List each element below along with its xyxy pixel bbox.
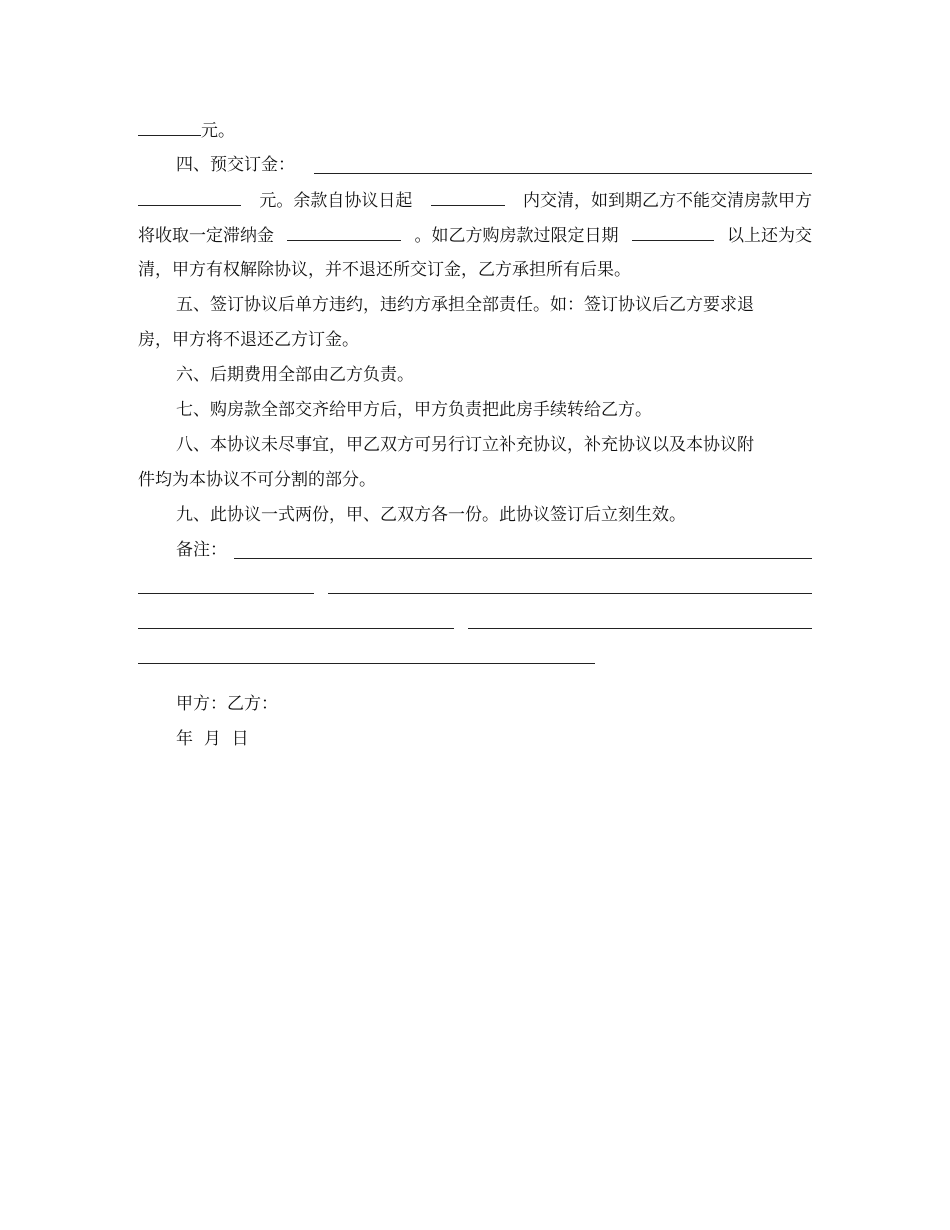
clause-8-text-1: 八、本协议未尽事宜，甲乙双方可另行订立补充协议，补充协议以及本协议附 [176,435,754,455]
remarks-blank-row-1 [138,568,812,603]
clause-8-line-2 [138,463,812,498]
remarks-blank-1[interactable] [234,558,812,559]
termination-text: 清，甲方有权解除协议，并不退还所交订金，乙方承担所有后果。 [138,260,631,280]
year-label: 年 [176,729,193,749]
remarks-blank-row-2 [138,603,812,638]
termination-line [138,253,812,288]
clause-6-text: 六、后期费用全部由乙方负责。 [176,365,414,385]
day-label: 日 [231,729,249,749]
agreement-body [138,113,812,757]
clause-7-line [138,393,812,428]
clause-5-line-1 [138,288,812,323]
deposit-amount-blank[interactable] [138,183,241,206]
payment-period-blank[interactable] [431,183,505,206]
date-line [138,722,812,757]
late-fee-text-2: 。如乙方购房款过限定日期 [414,226,619,246]
remarks-blank-5[interactable] [468,628,812,629]
party-a-label: 甲方： [176,694,227,714]
remarks-blank-4[interactable] [138,628,454,629]
deposit-terms-line [138,183,812,218]
late-fee-blank[interactable] [287,218,401,241]
spacer [138,673,812,687]
deadline-blank[interactable] [632,218,714,241]
remarks-blank-6[interactable] [138,663,595,664]
clause-8-line-1 [138,428,812,463]
clause-6-line [138,358,812,393]
remarks-label: 备注： [176,540,227,560]
deposit-terms-text-1: 元。余款自协议日起 [259,191,413,211]
remarks-blank-2[interactable] [138,593,314,594]
clause-9-text: 九、此协议一式两份，甲、乙双方各一份。此协议签订后立刻生效。 [176,505,686,525]
deposit-blank[interactable] [314,173,812,174]
late-fee-text-1: 将收取一定滞纳金 [138,226,274,246]
remarks-blank-3[interactable] [328,593,812,594]
deposit-heading-line [138,148,812,183]
price-line [138,113,812,148]
clause-8-text-2: 件均为本协议不可分割的部分。 [138,470,376,490]
clause-5-line-2 [138,323,812,358]
late-fee-text-3: 以上还为交 [727,226,812,246]
deposit-terms-text-2: 内交清，如到期乙方不能交清房款甲方 [522,191,812,211]
clause-9-line [138,498,812,533]
month-label: 月 [203,729,221,749]
remarks-line [138,533,812,568]
remarks-blank-row-3 [138,638,812,673]
price-suffix: 元。 [201,121,235,141]
clause-5-text-1: 五、签订协议后单方违约，违约方承担全部责任。如：签订协议后乙方要求退 [176,295,754,315]
late-fee-line [138,218,812,253]
deposit-label: 四、预交订金： [176,155,295,175]
signature-line [138,687,812,722]
price-blank[interactable] [138,113,201,136]
clause-5-text-2: 房，甲方将不退还乙方订金。 [138,330,359,350]
clause-7-text: 七、购房款全部交齐给甲方后，甲方负责把此房手续转给乙方。 [176,400,652,420]
party-b-label: 乙方： [227,694,278,714]
